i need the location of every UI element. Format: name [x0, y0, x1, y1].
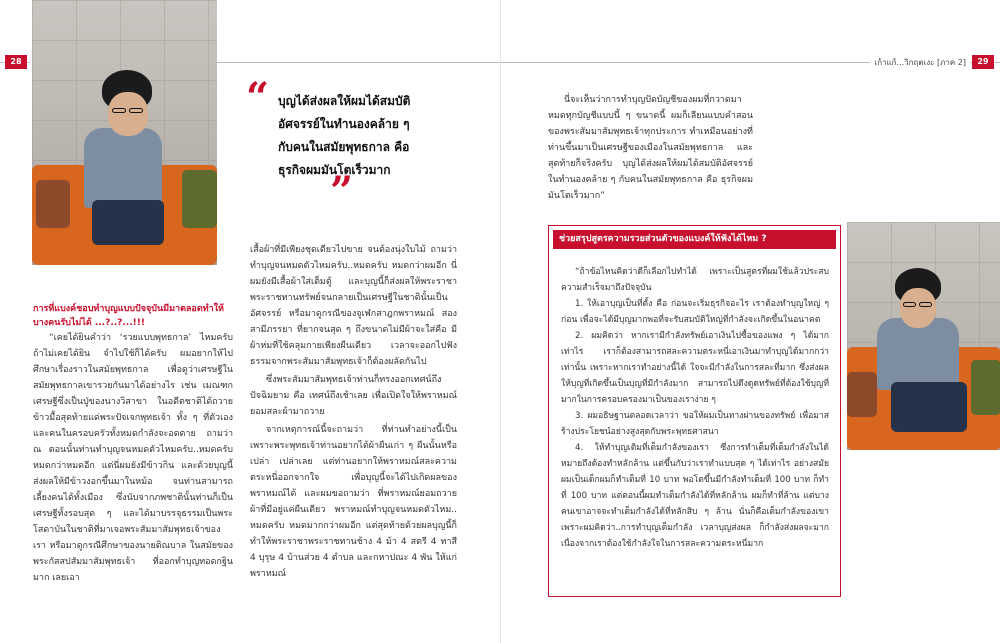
summary-box — [548, 225, 841, 597]
summary-box-heading: ช่วยสรุปสูตรความรวยส่วนตัวของแบงค์ให้ฟังได้ไหม ? — [553, 230, 836, 249]
right-page-number: 29 — [972, 55, 994, 69]
summary-item: 4. ให้ทำบุญเติมที่เต็มกำลังของเรา ซึ่งการทำเต็มที่เต็มกำลังในได้หมายถึงต้องทำหลักล้าน แต่ขึ้นกับว่าเราทำแบบสุด ๆ ได้เท่าไร อย่างสมัยผมเป็นเด็กผมก็ทำเต็มที่ 10 บาท พอโตขึ้นมีกำลังทำเต็มที่ 100 บาท ก็ทำที่ 100 บาท แต่ตอนนี้ผมทำเต็มกำลังได้ที่หลักล้าน ผมก็ทำที่ล้าน แต่บางคนเขาอาจจะทำเต็มกำลังได้ที่หลักสิบ ๆ ล้าน นั่นก็คือเต็มกำลังของเขา เพราะผมคิดว่า..การทำบุญเต็มกำลัง เวลาบุญส่งผล ก็กำลังส่งผลจะมาก เนื่องจากเราต้องใช้กำลังใจในการสละความตระหนี่มาก — [561, 443, 829, 549]
body-paragraph: “เคยได้ยินคำว่า ‘รวยแบบพุทธกาล’ ไหมครับ ถ้าไม่เคยได้ยิน จำไปใช้ก็ได้ครับ ผมอยากให้ไปศึกษาเรื่องราวในสมัยพุทธกาล เพื่อดูว่าเศรษฐีในสมัยพุทธกาลเขารวยกันมาได้อย่างไร เช่น เมณฑกเศรษฐีซึ่งเป็นปู่ของนางวิสาขา ในอดีตชาติได้ถวายข้าวมื้อสุดท้ายแด่พระปัจเจกพุทธเจ้า ทั้ง ๆ ที่ตัวเองและคนในครอบครัวทั้งหมดกำลังจะอดตาย ถามว่า ณ ตอนนั้นท่านทำบุญจนหมดตัวไหมครับ..หมดครับ หมดกว่าหมดอีก แต่นี่ผมยังมีข้าวกิน และด้วยบุญนี้ส่งผลให้มีข้าวงอกขึ้นมาในหม้อ จนท่านสามารถเลี้ยงคนได้ทั้งเมือง ซึ่งนับจากภพชาตินั้นท่านก็เป็นเศรษฐีทั้งรอบสุด ๆ และได้มาบรรจุธรรมเป็นพระโสดาบันในชาติที่มาเจอพระสัมมาสัมพุทธเจ้าของเรา หรือมาดูกรณีศึกษาของนายติณบาล ในสมัยของพระกัสสปสัมมาสัมพุทธเจ้า ที่ออกทำบุญทอดกฐินมาก เลยเอา — [33, 333, 233, 583]
left-column — [33, 302, 233, 588]
body-paragraph: นี่จะเห็นว่าการทำบุญปัดบัญชีของผมที่กวาดมาหมดทุกบัญชีแบบนี้ ๆ ขนาดนี้ ผมก็เลียนแบบคำสอนของพระสัมมาสัมพุทธเจ้าทุกประการ ทำเหมือนอย่างที่ท่านขึ้นมาเป็นเศรษฐีของเมืองในสมัยพุทธกาล และสุดท้ายก็จริงครับ บุญได้ส่งผลให้ผมได้สมบัติอัศจรรย์ในทำนองคล้าย ๆ กับคนในสมัยพุทธกาล คือ ธุรกิจผมมันโตเร็วมาก” — [548, 95, 753, 201]
summary-item: 3. ผมอธิษฐานตลอดเวลาว่า ขอให้ผมเป็นทางผ่านของทรัพย์ เพื่อมาสร้างประโยชน์อย่างสูงสุดกับพระพุทธศาสนา — [561, 411, 829, 437]
open-quote-icon: “ — [246, 74, 270, 121]
body-paragraph: เสื้อผ้าที่มีเพียงชุดเดียวไปขาย จนต้องนุ่งใบไม้ ถามว่าทำบุญจนหมดตัวไหมครับ..หมดครับ หมดกว่าผมอีก นี่ผมยังมีเสื้อผ้าใส่เต็มตู้ และบุญนี้ก็ส่งผลให้พระราชาพระราชทานทรัพย์จนกลายเป็นเศรษฐีในชาตินั้นเป็นอัศจรรย์ หรือมาดูกรณีของจูเฬกสาฎกพราหมณ์ สองสามีภรรยา ที่ยากจนสุด ๆ ถึงขนาดไม่มีผ้าจะใส่คือ มีผ้าห่มที่ใช้คลุมกายเพียงผืนเดียว เวลาจะออกไปฟังธรรมจากพระสัมมาสัมพุทธเจ้าก็ต้องผลัดกันไป — [250, 245, 457, 367]
body-paragraph: ซึ่งพระสัมมาสัมพุทธเจ้าท่านก็ทรงออกเทศน์ถึงปัจฉิมยาม คือ เทศน์ถึงเช้าเลย เพื่อเปิดใจให้พราหมณ์ยอมสละผ้ามาถวาย — [250, 375, 457, 417]
left-photo — [32, 0, 217, 265]
pull-quote: บุญได้ส่งผลให้ผมได้สมบัติอัศจรรย์ในทำนองคล้าย ๆ กับคนในสมัยพุทธกาล คือ ธุรกิจผมมันโตเร็วมาก — [278, 94, 411, 177]
section-subhead: การที่แบงค์ชอบทำบุญแบบปัจจุบันมีมาตลอดทำให้บางคนรับไม่ได้ ...?..?...!!! — [33, 304, 224, 328]
right-column — [548, 92, 753, 206]
summary-item: 1. ให้เอาบุญเป็นที่ตั้ง คือ ก่อนจะเริ่มธุรกิจอะไร เราต้องทำบุญใหญ่ ๆ ก่อน เพื่อจะได้มีบุญมากพอที่จะรับสมบัติใหญ่ที่กำลังจะเกิดขึ้นในอนาคต — [561, 299, 829, 325]
summary-item: 2. ผมคิดว่า หากเรามีกำลังทรัพย์เอาเงินไปซื้อของแพง ๆ ได้มากเท่าไร เราก็ต้องสามารถสละความตระหนี่เอาเงินมาทำบุญได้มากกว่าเท่านั้น เพราะหากเราทำอย่างนี้ได้ ใจจะมีกำลังในการสละที่มาก ซึ่งส่งผลให้บุญที่เกิดขึ้นเป็นบุญที่มีกำลังมาก สามารถไปดึงดูดทรัพย์ที่ต้องใช้บุญที่มากในการครอบครองมาเป็นของเราง่าย ๆ — [561, 331, 829, 405]
close-quote-icon: ” — [330, 168, 354, 215]
middle-column — [250, 242, 457, 584]
summary-box-body — [561, 264, 829, 552]
body-paragraph: จากเหตุการณ์นี้จะถามว่า ที่ท่านทำอย่างนี้เป็นเพราะพระพุทธเจ้าท่านอยากได้ผ้าผืนเก่า ๆ ผืนนั้นหรือเปล่า เปล่าเลย แต่ท่านอยากให้พราหมณ์สละความตระหนี่ออกจากใจ เพื่อบุญนี้จะได้ไปเกิดผลของพราหมณ์ได้ และผมขอถามว่า ที่พราหมณ์ยอมถวายผ้าที่มีอยู่แค่ผืนเดียว พราหมณ์ทำบุญจนหมดตัวไหม.. หมดครับ หมดมากกว่าผมอีก แต่สุดท้ายด้วยผลบุญนี้ก็ทำให้พระราชาพระราชทานช้าง 4 ม้า 4 สตรี 4 ทาสี 4 บุรุษ 4 บ้านส่วย 4 ตำบล และกหาปณะ 4 พัน ให้แก่พราหมณ์ — [250, 425, 457, 579]
right-running-title: เก้าแก้...วิกฤตเงะ [ภาค 2] — [870, 56, 970, 69]
summary-intro: “ถ้าข้อไหนคิดว่าดีก็เลือกไปทำได้ เพราะเป็นสูตรที่ผมใช้แล้วประสบความสำเร็จมาถึงปัจจุบัน — [561, 267, 829, 293]
left-page-number: 28 — [5, 55, 27, 69]
right-photo — [847, 222, 1000, 450]
